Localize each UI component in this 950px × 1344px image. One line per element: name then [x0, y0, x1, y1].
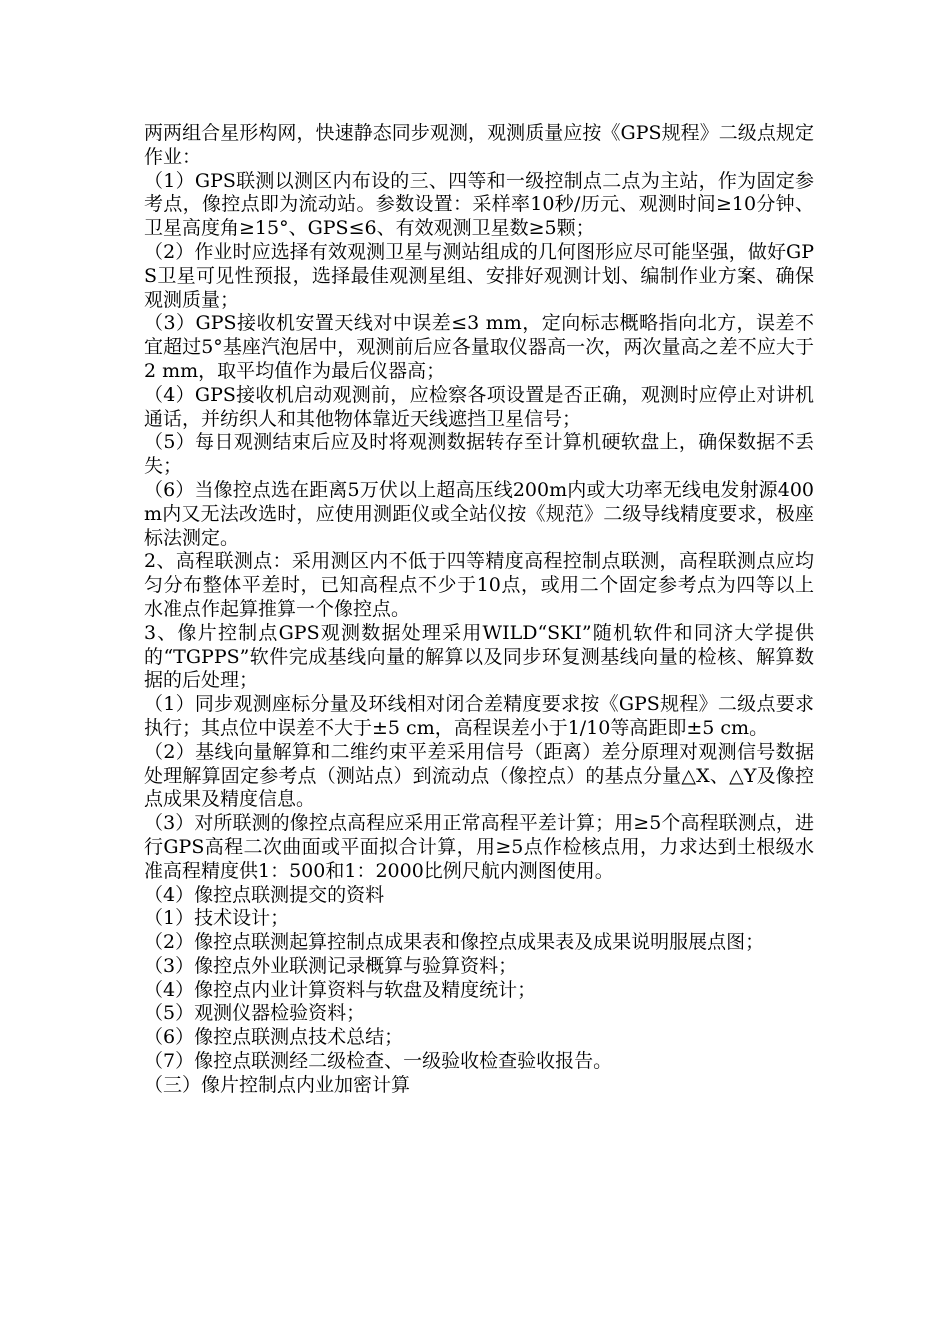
paragraph-item-5: （5）每日观测结束后应及时将观测数据转存至计算机硬软盘上，确保数据不丢失；	[144, 431, 814, 478]
paragraph-sub-3: （3）对所联测的像控点高程应采用正常高程平差计算；用≥5个高程联测点，进行GPS高程二次曲面或平面拟合计算，用≥5点作检核点用，力求达到土根级水准高程精度供1：500和1：2000比例尺航内测图使用。	[144, 812, 814, 882]
document-body	[144, 122, 814, 1098]
list-item-deliverable-7: （7）像控点联测经二级检查、一级验收检查验收报告。	[144, 1050, 613, 1073]
list-item-deliverable-6: （6）像控点联测点技术总结；	[144, 1026, 404, 1049]
list-item-deliverable-4: （4）像控点内业计算资料与软盘及精度统计；	[144, 978, 537, 1001]
paragraph-sub-2: （2）基线向量解算和二维约束平差采用信号（距离）差分原理对观测信号数据处理解算固定参考点（测站点）到流动点（像控点）的基点分量△X、△Y及像控点成果及精度信息。	[144, 740, 814, 811]
paragraph-section-2: 2、高程联测点：采用测区内不低于四等精度高程控制点联测，高程联测点应均匀分布整体平差时，已知高程点不少于10点，或用二个固定参考点为四等以上水准点作起算推算一个像控点。	[144, 550, 814, 620]
list-item-deliverable-5: （5）观测仪器检验资料；	[144, 1002, 366, 1025]
paragraph-item-4: （4）GPS接收机启动观测前，应检察各项设置是否正确，观测时应停止对讲机通话，并纺织人和其他物体靠近天线遮挡卫星信号；	[144, 383, 814, 430]
paragraph-sub-4: （4）像控点联测提交的资料	[144, 883, 385, 906]
paragraph-item-3: （3）GPS接收机安置天线对中误差≤3 mm，定向标志概略指向北方，误差不宜超过5°基座汽泡居中，观测前后应各量取仪器高一次，两次量高之差不应大于2 mm，取平均值作为最后仪器高；	[144, 312, 814, 382]
list-item-deliverable-2: （2）像控点联测起算控制点成果表和像控点成果表及成果说明服展点图；	[144, 931, 765, 954]
paragraph-item-6: （6）当像控点选在距离5万伏以上超高压线200m内或大功率无线电发射源400m内又无法改选时，应使用测距仪或全站仪按《规范》二级导线精度要求，极座标法测定。	[144, 478, 814, 549]
list-item-deliverable-3: （3）像控点外业联测记录概算与验算资料；	[144, 954, 518, 977]
section-heading: （三）像片控制点内业加密计算	[144, 1073, 411, 1096]
list-item-deliverable-1: （1）技术设计；	[144, 907, 290, 930]
paragraph-item-2: （2）作业时应选择有效观测卫星与测站组成的几何图形应尽可能坚强，做好GPS卫星可见性预报，选择最佳观测星组、安排好观测计划、编制作业方案、确保观测质量；	[144, 240, 814, 311]
paragraph-item-1: （1）GPS联测以测区内布设的三、四等和一级控制点二点为主站，作为固定参考点，像控点即为流动站。参数设置：采样率10秒/历元、观测时间≥10分钟、卫星高度角≥15°、GPS≤6、有效观测卫星数≥5颗；	[144, 169, 814, 240]
paragraph-intro: 两两组合星形构网，快速静态同步观测，观测质量应按《GPS规程》二级点规定作业：	[144, 122, 814, 168]
paragraph-sub-1: （1）同步观测座标分量及环线相对闭合差精度要求按《GPS规程》二级点要求执行；其点位中误差不大于±5 cm，高程误差小于1/10等高距即±5 cm。	[144, 693, 814, 739]
paragraph-section-3: 3、像片控制点GPS观测数据处理采用WILD“SKI”随机软件和同济大学提供的“TGPPS”软件完成基线向量的解算以及同步环复测基线向量的检核、解算数据的后处理；	[144, 621, 814, 692]
